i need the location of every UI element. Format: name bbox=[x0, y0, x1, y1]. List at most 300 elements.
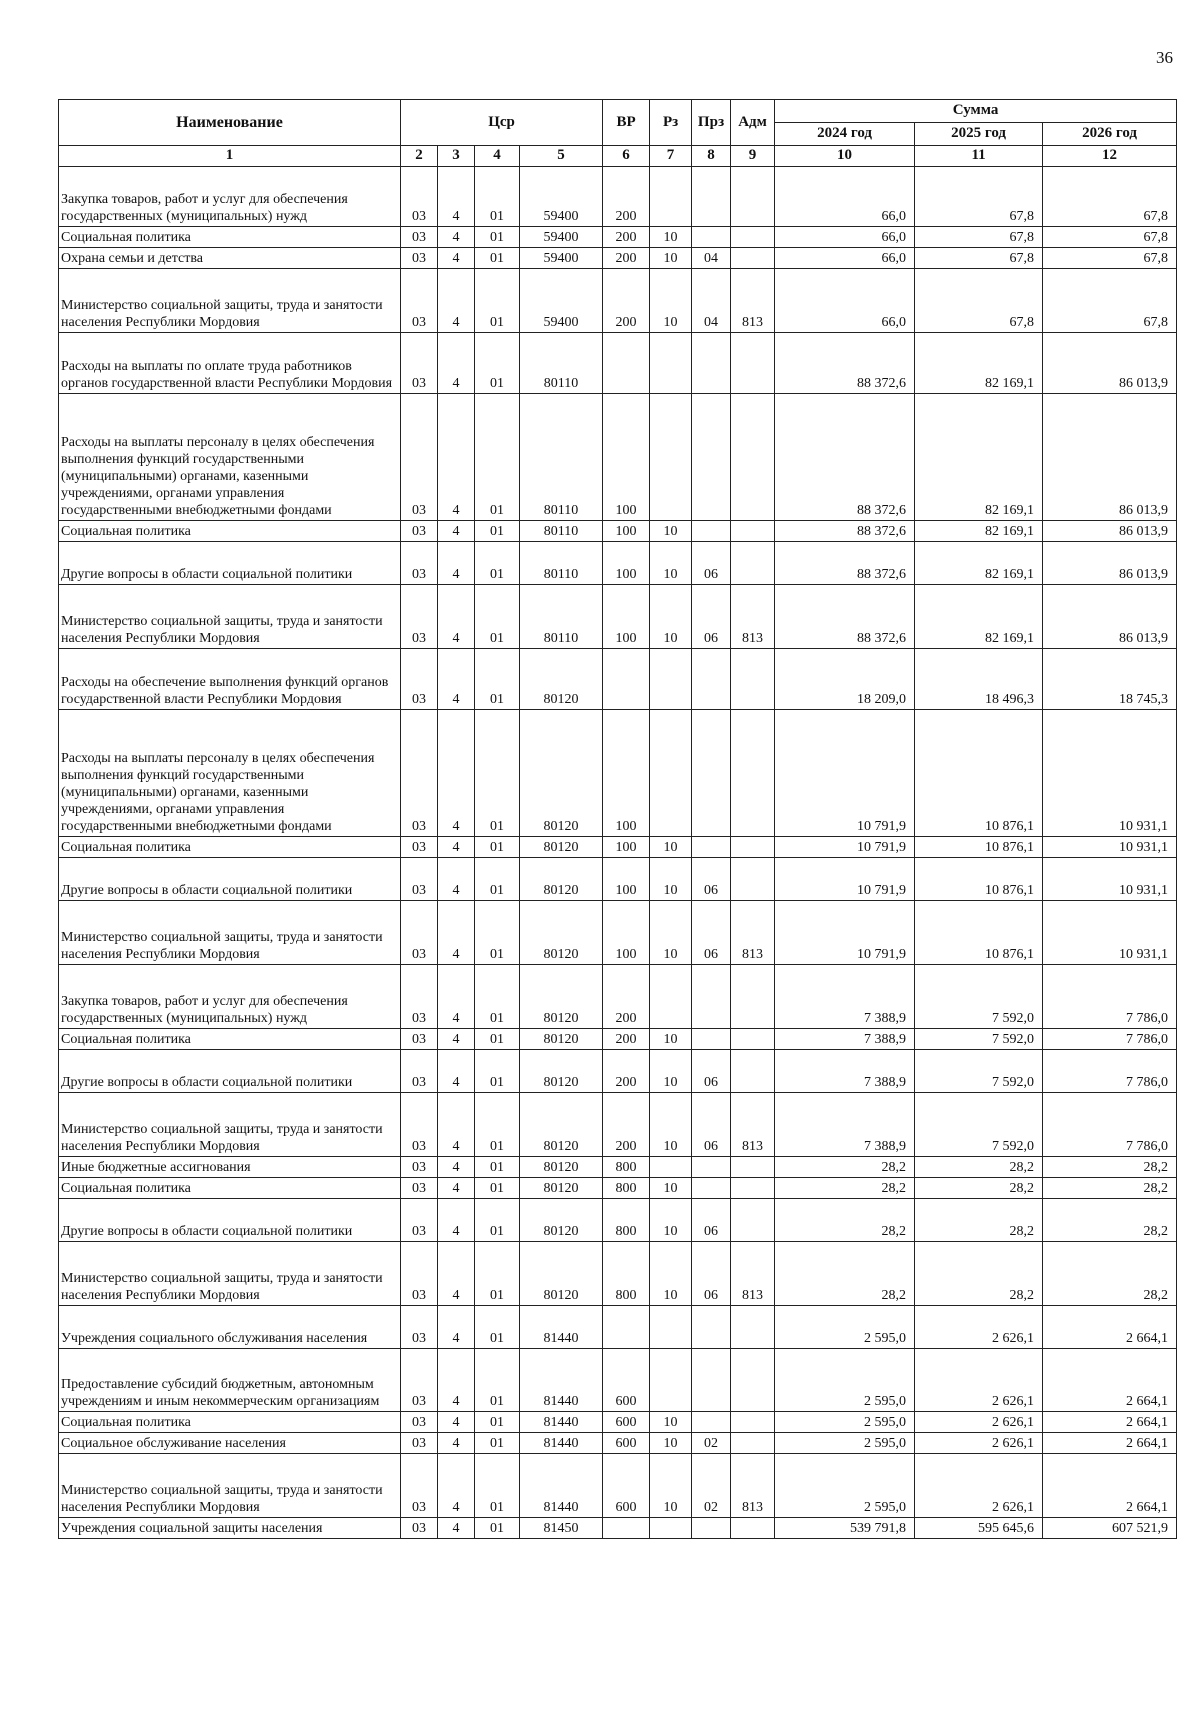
csr-part-4: 80110 bbox=[520, 333, 603, 394]
adm-code bbox=[731, 1178, 775, 1199]
csr-part-1: 03 bbox=[401, 227, 438, 248]
adm-code bbox=[731, 1433, 775, 1454]
row-name: Предоставление субсидий бюджетным, автономным учреждениям и иным некоммерческим организациям bbox=[59, 1349, 401, 1412]
amount-2025: 67,8 bbox=[915, 227, 1043, 248]
amount-2025: 10 876,1 bbox=[915, 710, 1043, 837]
csr-part-2: 4 bbox=[438, 394, 475, 521]
prz-code bbox=[692, 1029, 731, 1050]
amount-2026: 86 013,9 bbox=[1043, 585, 1177, 649]
csr-part-4: 81440 bbox=[520, 1349, 603, 1412]
adm-code bbox=[731, 1518, 775, 1539]
table-row bbox=[59, 167, 1177, 227]
table-row bbox=[59, 585, 1177, 649]
csr-part-3: 01 bbox=[475, 269, 520, 333]
amount-2024: 18 209,0 bbox=[775, 649, 915, 710]
amount-2024: 66,0 bbox=[775, 167, 915, 227]
table-row bbox=[59, 1242, 1177, 1306]
csr-part-2: 4 bbox=[438, 542, 475, 585]
row-name: Расходы на выплаты персоналу в целях обеспечения выполнения функций государственными (муниципальными) органами, казенными учреждениями, органами управления государственными внебюджетными фондами bbox=[59, 710, 401, 837]
rz-code: 10 bbox=[650, 1199, 692, 1242]
csr-part-4: 81440 bbox=[520, 1454, 603, 1518]
csr-part-2: 4 bbox=[438, 858, 475, 901]
csr-part-3: 01 bbox=[475, 1412, 520, 1433]
prz-code bbox=[692, 710, 731, 837]
amount-2024: 88 372,6 bbox=[775, 521, 915, 542]
vr-code: 100 bbox=[603, 710, 650, 837]
csr-part-3: 01 bbox=[475, 394, 520, 521]
csr-part-4: 59400 bbox=[520, 248, 603, 269]
vr-code: 600 bbox=[603, 1412, 650, 1433]
row-name: Расходы на выплаты по оплате труда работников органов государственной власти Республики Мордовия bbox=[59, 333, 401, 394]
adm-code bbox=[731, 1157, 775, 1178]
row-name: Другие вопросы в области социальной политики bbox=[59, 542, 401, 585]
amount-2026: 86 013,9 bbox=[1043, 394, 1177, 521]
csr-part-4: 80120 bbox=[520, 837, 603, 858]
amount-2026: 28,2 bbox=[1043, 1157, 1177, 1178]
col-number: 9 bbox=[731, 146, 775, 167]
amount-2025: 82 169,1 bbox=[915, 521, 1043, 542]
header-year-2024: 2024 год bbox=[775, 123, 915, 146]
csr-part-1: 03 bbox=[401, 1433, 438, 1454]
table-row bbox=[59, 1178, 1177, 1199]
prz-code bbox=[692, 1412, 731, 1433]
prz-code: 06 bbox=[692, 858, 731, 901]
amount-2026: 10 931,1 bbox=[1043, 858, 1177, 901]
rz-code: 10 bbox=[650, 585, 692, 649]
rz-code bbox=[650, 1306, 692, 1349]
csr-part-4: 81450 bbox=[520, 1518, 603, 1539]
col-number: 8 bbox=[692, 146, 731, 167]
csr-part-3: 01 bbox=[475, 1093, 520, 1157]
csr-part-3: 01 bbox=[475, 710, 520, 837]
csr-part-2: 4 bbox=[438, 248, 475, 269]
table-row bbox=[59, 1349, 1177, 1412]
table-row bbox=[59, 901, 1177, 965]
amount-2026: 67,8 bbox=[1043, 167, 1177, 227]
prz-code bbox=[692, 837, 731, 858]
csr-part-2: 4 bbox=[438, 1433, 475, 1454]
amount-2024: 2 595,0 bbox=[775, 1433, 915, 1454]
amount-2025: 2 626,1 bbox=[915, 1454, 1043, 1518]
prz-code: 04 bbox=[692, 248, 731, 269]
csr-part-1: 03 bbox=[401, 542, 438, 585]
prz-code bbox=[692, 1518, 731, 1539]
adm-code bbox=[731, 649, 775, 710]
csr-part-3: 01 bbox=[475, 1178, 520, 1199]
amount-2024: 88 372,6 bbox=[775, 542, 915, 585]
rz-code: 10 bbox=[650, 901, 692, 965]
adm-code bbox=[731, 1029, 775, 1050]
row-name: Охрана семьи и детства bbox=[59, 248, 401, 269]
table-row bbox=[59, 965, 1177, 1029]
csr-part-2: 4 bbox=[438, 167, 475, 227]
amount-2026: 2 664,1 bbox=[1043, 1433, 1177, 1454]
header-prz: Прз bbox=[692, 100, 731, 146]
adm-code bbox=[731, 1412, 775, 1433]
csr-part-3: 01 bbox=[475, 901, 520, 965]
amount-2024: 2 595,0 bbox=[775, 1454, 915, 1518]
vr-code: 200 bbox=[603, 1029, 650, 1050]
csr-part-1: 03 bbox=[401, 333, 438, 394]
rz-code: 10 bbox=[650, 858, 692, 901]
csr-part-2: 4 bbox=[438, 965, 475, 1029]
table-row bbox=[59, 1093, 1177, 1157]
csr-part-1: 03 bbox=[401, 521, 438, 542]
csr-part-4: 80120 bbox=[520, 710, 603, 837]
adm-code bbox=[731, 248, 775, 269]
row-name: Министерство социальной защиты, труда и занятости населения Республики Мордовия bbox=[59, 585, 401, 649]
rz-code: 10 bbox=[650, 837, 692, 858]
rz-code bbox=[650, 1349, 692, 1412]
rz-code bbox=[650, 1518, 692, 1539]
table-row bbox=[59, 837, 1177, 858]
csr-part-2: 4 bbox=[438, 901, 475, 965]
amount-2024: 2 595,0 bbox=[775, 1349, 915, 1412]
prz-code: 06 bbox=[692, 585, 731, 649]
prz-code bbox=[692, 1349, 731, 1412]
row-name: Учреждения социального обслуживания населения bbox=[59, 1306, 401, 1349]
csr-part-1: 03 bbox=[401, 1093, 438, 1157]
csr-part-1: 03 bbox=[401, 837, 438, 858]
adm-code bbox=[731, 542, 775, 585]
row-name: Социальная политика bbox=[59, 1029, 401, 1050]
vr-code: 800 bbox=[603, 1242, 650, 1306]
amount-2026: 28,2 bbox=[1043, 1199, 1177, 1242]
vr-code: 800 bbox=[603, 1199, 650, 1242]
csr-part-2: 4 bbox=[438, 1349, 475, 1412]
amount-2024: 88 372,6 bbox=[775, 333, 915, 394]
csr-part-3: 01 bbox=[475, 1199, 520, 1242]
csr-part-1: 03 bbox=[401, 649, 438, 710]
csr-part-3: 01 bbox=[475, 1157, 520, 1178]
amount-2025: 2 626,1 bbox=[915, 1349, 1043, 1412]
amount-2026: 10 931,1 bbox=[1043, 901, 1177, 965]
vr-code: 100 bbox=[603, 394, 650, 521]
col-number: 5 bbox=[520, 146, 603, 167]
rz-code bbox=[650, 710, 692, 837]
csr-part-3: 01 bbox=[475, 1242, 520, 1306]
prz-code bbox=[692, 1306, 731, 1349]
csr-part-3: 01 bbox=[475, 542, 520, 585]
row-name: Другие вопросы в области социальной политики bbox=[59, 1050, 401, 1093]
amount-2024: 28,2 bbox=[775, 1242, 915, 1306]
prz-code bbox=[692, 394, 731, 521]
adm-code bbox=[731, 858, 775, 901]
amount-2024: 10 791,9 bbox=[775, 858, 915, 901]
adm-code bbox=[731, 521, 775, 542]
table-row bbox=[59, 1199, 1177, 1242]
amount-2026: 7 786,0 bbox=[1043, 1093, 1177, 1157]
table-row bbox=[59, 542, 1177, 585]
amount-2024: 66,0 bbox=[775, 248, 915, 269]
prz-code bbox=[692, 167, 731, 227]
csr-part-4: 80120 bbox=[520, 1178, 603, 1199]
csr-part-4: 80110 bbox=[520, 585, 603, 649]
amount-2026: 7 786,0 bbox=[1043, 1050, 1177, 1093]
csr-part-1: 03 bbox=[401, 269, 438, 333]
vr-code: 100 bbox=[603, 585, 650, 649]
adm-code bbox=[731, 965, 775, 1029]
csr-part-3: 01 bbox=[475, 227, 520, 248]
table-row bbox=[59, 858, 1177, 901]
csr-part-3: 01 bbox=[475, 1029, 520, 1050]
rz-code: 10 bbox=[650, 1433, 692, 1454]
csr-part-1: 03 bbox=[401, 1199, 438, 1242]
csr-part-1: 03 bbox=[401, 1178, 438, 1199]
row-name: Социальная политика bbox=[59, 837, 401, 858]
vr-code: 100 bbox=[603, 542, 650, 585]
row-name: Закупка товаров, работ и услуг для обеспечения государственных (муниципальных) нужд bbox=[59, 965, 401, 1029]
amount-2026: 2 664,1 bbox=[1043, 1454, 1177, 1518]
row-name: Социальная политика bbox=[59, 521, 401, 542]
csr-part-1: 03 bbox=[401, 585, 438, 649]
row-name: Социальное обслуживание населения bbox=[59, 1433, 401, 1454]
csr-part-1: 03 bbox=[401, 710, 438, 837]
amount-2025: 2 626,1 bbox=[915, 1412, 1043, 1433]
table-body bbox=[59, 167, 1177, 1539]
amount-2024: 28,2 bbox=[775, 1157, 915, 1178]
amount-2026: 28,2 bbox=[1043, 1242, 1177, 1306]
prz-code: 06 bbox=[692, 1242, 731, 1306]
amount-2026: 2 664,1 bbox=[1043, 1349, 1177, 1412]
amount-2024: 10 791,9 bbox=[775, 710, 915, 837]
amount-2026: 86 013,9 bbox=[1043, 542, 1177, 585]
row-name: Другие вопросы в области социальной политики bbox=[59, 858, 401, 901]
amount-2025: 595 645,6 bbox=[915, 1518, 1043, 1539]
csr-part-2: 4 bbox=[438, 521, 475, 542]
adm-code bbox=[731, 837, 775, 858]
csr-part-1: 03 bbox=[401, 1029, 438, 1050]
csr-part-1: 03 bbox=[401, 901, 438, 965]
prz-code: 06 bbox=[692, 1093, 731, 1157]
csr-part-1: 03 bbox=[401, 1157, 438, 1178]
adm-code: 813 bbox=[731, 1093, 775, 1157]
vr-code bbox=[603, 333, 650, 394]
amount-2024: 88 372,6 bbox=[775, 394, 915, 521]
csr-part-3: 01 bbox=[475, 1454, 520, 1518]
header-year-2025: 2025 год bbox=[915, 123, 1043, 146]
csr-part-4: 59400 bbox=[520, 269, 603, 333]
csr-part-1: 03 bbox=[401, 1306, 438, 1349]
table-row bbox=[59, 333, 1177, 394]
csr-part-3: 01 bbox=[475, 965, 520, 1029]
row-name: Министерство социальной защиты, труда и занятости населения Республики Мордовия bbox=[59, 901, 401, 965]
csr-part-2: 4 bbox=[438, 1157, 475, 1178]
csr-part-3: 01 bbox=[475, 1050, 520, 1093]
adm-code: 813 bbox=[731, 1242, 775, 1306]
amount-2026: 86 013,9 bbox=[1043, 333, 1177, 394]
prz-code: 06 bbox=[692, 901, 731, 965]
rz-code bbox=[650, 167, 692, 227]
csr-part-2: 4 bbox=[438, 269, 475, 333]
col-number: 12 bbox=[1043, 146, 1177, 167]
csr-part-1: 03 bbox=[401, 1454, 438, 1518]
csr-part-4: 81440 bbox=[520, 1433, 603, 1454]
amount-2026: 67,8 bbox=[1043, 227, 1177, 248]
vr-code: 100 bbox=[603, 901, 650, 965]
vr-code: 800 bbox=[603, 1178, 650, 1199]
csr-part-2: 4 bbox=[438, 1242, 475, 1306]
vr-code: 200 bbox=[603, 965, 650, 1029]
col-number: 2 bbox=[401, 146, 438, 167]
rz-code bbox=[650, 649, 692, 710]
csr-part-2: 4 bbox=[438, 1412, 475, 1433]
csr-part-4: 80120 bbox=[520, 1242, 603, 1306]
csr-part-4: 80120 bbox=[520, 1199, 603, 1242]
budget-table bbox=[58, 99, 1177, 1539]
adm-code: 813 bbox=[731, 269, 775, 333]
table-row bbox=[59, 1050, 1177, 1093]
header-sum: Сумма bbox=[775, 100, 1177, 123]
amount-2024: 7 388,9 bbox=[775, 1029, 915, 1050]
row-name: Расходы на обеспечение выполнения функций органов государственной власти Республики Мордовия bbox=[59, 649, 401, 710]
vr-code: 100 bbox=[603, 858, 650, 901]
csr-part-1: 03 bbox=[401, 248, 438, 269]
adm-code: 813 bbox=[731, 585, 775, 649]
table-row bbox=[59, 649, 1177, 710]
header-adm: Адм bbox=[731, 100, 775, 146]
row-name: Социальная политика bbox=[59, 1178, 401, 1199]
csr-part-4: 80110 bbox=[520, 542, 603, 585]
csr-part-4: 80120 bbox=[520, 1093, 603, 1157]
header-vr: ВР bbox=[603, 100, 650, 146]
header-csr: Цср bbox=[401, 100, 603, 146]
amount-2026: 10 931,1 bbox=[1043, 837, 1177, 858]
rz-code: 10 bbox=[650, 227, 692, 248]
amount-2025: 82 169,1 bbox=[915, 333, 1043, 394]
csr-part-4: 80110 bbox=[520, 521, 603, 542]
amount-2025: 7 592,0 bbox=[915, 1093, 1043, 1157]
adm-code bbox=[731, 167, 775, 227]
table-row bbox=[59, 1433, 1177, 1454]
csr-part-1: 03 bbox=[401, 965, 438, 1029]
csr-part-3: 01 bbox=[475, 248, 520, 269]
amount-2025: 18 496,3 bbox=[915, 649, 1043, 710]
adm-code: 813 bbox=[731, 1454, 775, 1518]
vr-code: 100 bbox=[603, 521, 650, 542]
csr-part-4: 80120 bbox=[520, 965, 603, 1029]
rz-code: 10 bbox=[650, 1029, 692, 1050]
csr-part-4: 80120 bbox=[520, 1029, 603, 1050]
table-row bbox=[59, 1412, 1177, 1433]
amount-2025: 28,2 bbox=[915, 1178, 1043, 1199]
amount-2026: 18 745,3 bbox=[1043, 649, 1177, 710]
table-row bbox=[59, 394, 1177, 521]
prz-code bbox=[692, 333, 731, 394]
amount-2025: 7 592,0 bbox=[915, 1029, 1043, 1050]
csr-part-1: 03 bbox=[401, 1412, 438, 1433]
col-number: 4 bbox=[475, 146, 520, 167]
page-number: 36 bbox=[1156, 48, 1173, 67]
rz-code: 10 bbox=[650, 1050, 692, 1093]
row-name: Министерство социальной защиты, труда и занятости населения Республики Мордовия bbox=[59, 1242, 401, 1306]
rz-code bbox=[650, 965, 692, 1029]
csr-part-4: 80120 bbox=[520, 1157, 603, 1178]
rz-code: 10 bbox=[650, 1178, 692, 1199]
table-row bbox=[59, 1157, 1177, 1178]
csr-part-4: 80110 bbox=[520, 394, 603, 521]
table-row bbox=[59, 248, 1177, 269]
vr-code: 800 bbox=[603, 1157, 650, 1178]
prz-code: 06 bbox=[692, 1050, 731, 1093]
prz-code bbox=[692, 649, 731, 710]
rz-code: 10 bbox=[650, 521, 692, 542]
adm-code bbox=[731, 227, 775, 248]
csr-part-2: 4 bbox=[438, 333, 475, 394]
csr-part-2: 4 bbox=[438, 585, 475, 649]
rz-code: 10 bbox=[650, 1242, 692, 1306]
rz-code: 10 bbox=[650, 1412, 692, 1433]
adm-code bbox=[731, 710, 775, 837]
table-row bbox=[59, 710, 1177, 837]
rz-code: 10 bbox=[650, 542, 692, 585]
row-name: Министерство социальной защиты, труда и занятости населения Республики Мордовия bbox=[59, 269, 401, 333]
amount-2024: 7 388,9 bbox=[775, 965, 915, 1029]
amount-2026: 2 664,1 bbox=[1043, 1306, 1177, 1349]
csr-part-2: 4 bbox=[438, 837, 475, 858]
header-rz: Рз bbox=[650, 100, 692, 146]
amount-2024: 88 372,6 bbox=[775, 585, 915, 649]
csr-part-2: 4 bbox=[438, 1454, 475, 1518]
amount-2025: 82 169,1 bbox=[915, 585, 1043, 649]
prz-code bbox=[692, 521, 731, 542]
amount-2024: 7 388,9 bbox=[775, 1050, 915, 1093]
vr-code: 600 bbox=[603, 1433, 650, 1454]
prz-code: 04 bbox=[692, 269, 731, 333]
csr-part-3: 01 bbox=[475, 1433, 520, 1454]
adm-code bbox=[731, 1306, 775, 1349]
vr-code: 200 bbox=[603, 1093, 650, 1157]
header-year-2026: 2026 год bbox=[1043, 123, 1177, 146]
row-name: Другие вопросы в области социальной политики bbox=[59, 1199, 401, 1242]
row-name: Социальная политика bbox=[59, 1412, 401, 1433]
rz-code: 10 bbox=[650, 1454, 692, 1518]
amount-2025: 28,2 bbox=[915, 1157, 1043, 1178]
csr-part-1: 03 bbox=[401, 1518, 438, 1539]
csr-part-3: 01 bbox=[475, 167, 520, 227]
csr-part-3: 01 bbox=[475, 1518, 520, 1539]
amount-2025: 10 876,1 bbox=[915, 901, 1043, 965]
vr-code: 600 bbox=[603, 1454, 650, 1518]
csr-part-2: 4 bbox=[438, 227, 475, 248]
table-row bbox=[59, 269, 1177, 333]
amount-2026: 28,2 bbox=[1043, 1178, 1177, 1199]
amount-2025: 2 626,1 bbox=[915, 1306, 1043, 1349]
row-name: Учреждения социальной защиты населения bbox=[59, 1518, 401, 1539]
csr-part-2: 4 bbox=[438, 1306, 475, 1349]
amount-2025: 28,2 bbox=[915, 1242, 1043, 1306]
amount-2025: 10 876,1 bbox=[915, 858, 1043, 901]
prz-code bbox=[692, 1157, 731, 1178]
row-name: Закупка товаров, работ и услуг для обеспечения государственных (муниципальных) нужд bbox=[59, 167, 401, 227]
amount-2025: 67,8 bbox=[915, 269, 1043, 333]
col-number: 6 bbox=[603, 146, 650, 167]
csr-part-3: 01 bbox=[475, 333, 520, 394]
csr-part-2: 4 bbox=[438, 1178, 475, 1199]
adm-code bbox=[731, 394, 775, 521]
csr-part-4: 59400 bbox=[520, 227, 603, 248]
rz-code bbox=[650, 394, 692, 521]
amount-2025: 82 169,1 bbox=[915, 542, 1043, 585]
csr-part-2: 4 bbox=[438, 1093, 475, 1157]
vr-code: 100 bbox=[603, 837, 650, 858]
csr-part-1: 03 bbox=[401, 167, 438, 227]
row-name: Министерство социальной защиты, труда и занятости населения Республики Мордовия bbox=[59, 1093, 401, 1157]
amount-2024: 2 595,0 bbox=[775, 1412, 915, 1433]
csr-part-3: 01 bbox=[475, 1349, 520, 1412]
prz-code bbox=[692, 227, 731, 248]
csr-part-4: 80120 bbox=[520, 649, 603, 710]
